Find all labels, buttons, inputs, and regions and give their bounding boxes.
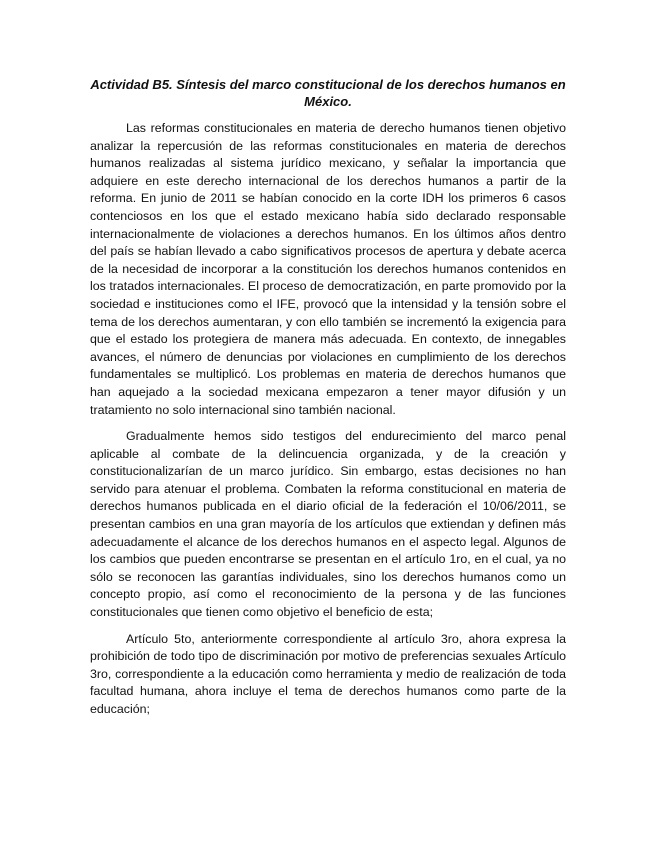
paragraph-3: Artículo 5to, anteriormente correspondiente al artículo 3ro, ahora expresa la prohibición de todo tipo de discriminación por motivo de preferencias sexuales Artículo 3ro, correspondiente a la educación como herramienta y medio de realización de toda facultad humana, ahora incluye el tema de derechos humanos como parte de la educación; xyxy=(90,631,566,716)
document-title: Actividad B5. Síntesis del marco constitucional de los derechos humanos en México. xyxy=(90,77,566,109)
document-page xyxy=(90,76,566,728)
paragraph-2: Gradualmente hemos sido testigos del endurecimiento del marco penal aplicable al combate de la delincuencia organizada, y de la creación y constitucionalizarían de un marco jurídico. Sin embargo, estas decisiones no han servido para atenuar el problema. Combaten la reforma constitucional en materia de derechos humanos publicada en el diario oficial de la federación el 10/06/2011, se presentan cambios en una gran mayoría de los artículos que extiendan y definen más adecuadamente el alcance de los derechos humanos en el aspecto legal. Algunos de los cambios que pueden encontrarse se presentan en el artículo 1ro, en el cual, ya no sólo se reconocen las garantías individuales, sino los derechos humanos como un concepto propio, así como el reconocimiento de la persona y de las funciones constitucionales que tienen como objetivo el beneficio de esta; xyxy=(90,429,566,620)
paragraph-1: Las reformas constitucionales en materia de derecho humanos tienen objetivo analizar la repercusión de las reformas constitucionales en materia de derechos humanos realizadas al sistema jurídico mexicano, y señalar la importancia que adquiere en este derecho internacional de los derechos humanos a partir de la reforma. En junio de 2011 se habían conocido en la corte IDH los primeros 6 casos contenciosos en los que el estado mexicano había sido declarado responsable internacionalmente de violaciones a derechos humanos. En los últimos años dentro del país se habían llevado a cabo significativos procesos de apertura y debate acerca de la necesidad de incorporar a la constitución los derechos humanos contenidos en los tratados internacionales. El proceso de democratización, en parte promovido por la sociedad e instituciones como el IFE, provocó que la intensidad y la tensión sobre el tema de los derechos aumentaran, y con ello también se incrementó la exigencia para que el estado los protegiera de manera más adecuada. En contexto, de innegables avances, el número de denuncias por violaciones en cumplimiento de los derechos fundamentales se multiplicó. Los problemas en materia de derechos humanos que han aquejado a la sociedad mexicana empezaron a tener mayor difusión y un tratamiento no solo internacional sino también nacional. xyxy=(90,121,566,417)
